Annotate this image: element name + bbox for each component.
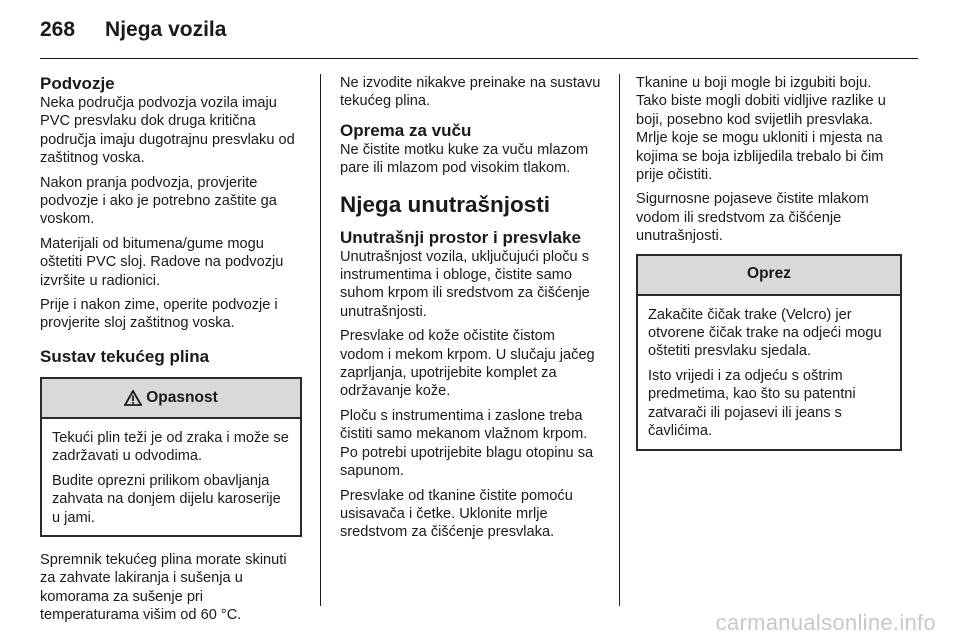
caution-box (636, 254, 902, 451)
paragraph: Unutrašnjost vozila, uključujući ploču s instrumentima i obloge, čistite samo suhom krpom ili sredstvom za čišćenje unutrašnjosti. (340, 248, 590, 320)
danger-box-header (42, 379, 300, 419)
chapter-heading-unutrasnjost: Njega unutrašnjosti (340, 191, 551, 217)
paragraph: Nakon pranja podvozja, provjerite podvozje i ako je potrebno zaštite ga voskom. (40, 174, 277, 228)
caution-box-header (638, 256, 900, 296)
paragraph: Isto vrijedi i za odjeću s oštrim predmetima, kao što su patentni zatvarači ili pojasevi ili jeans s čavlićima. (648, 367, 856, 440)
chapter-title: Njega vozila (105, 18, 227, 41)
paragraph: Ne čistite motku kuke za vuču mlazom pare ili mlazom pod visokim tlakom. (340, 141, 589, 177)
page-header (40, 18, 226, 52)
watermark: carmanualsonline.info (715, 610, 936, 635)
page-number: 268 (40, 18, 76, 41)
caution-box-body (638, 296, 900, 449)
paragraph: Prije i nakon zime, operite podvozje i provjerite sloj zaštitnog voska. (40, 297, 278, 332)
paragraph: Neka područja podvozja vozila imaju PVC presvlaku dok druga kritična područja imaju dugotrajnu presvlaku od zaštitnog voska. (40, 95, 295, 167)
paragraph: Materijali od bitumena/gume mogu oštetiti PVC sloj. Radove na podvozju izvršite u radionici. (40, 235, 284, 289)
header-divider (40, 58, 918, 59)
danger-box (40, 377, 302, 537)
paragraph: Sigurnosne pojaseve čistite mlakom vodom ili sredstvom za čišćenje unutrašnjosti. (636, 191, 869, 245)
paragraph: Spremnik tekućeg plina morate skinuti za zahvate lakiranja i sušenja u komorama za sušenje pri temperaturama višim od 60 °C. (40, 551, 287, 624)
danger-label: Opasnost (146, 388, 218, 406)
column-left (40, 74, 302, 631)
section-heading-presvlake: Unutrašnji prostor i presvlake (340, 227, 581, 247)
column-divider-2 (619, 74, 620, 606)
warning-triangle-icon (124, 390, 142, 406)
paragraph: Budite oprezni prilikom obavljanja zahvata na donjem dijelu karoserije u jami. (52, 472, 281, 526)
paragraph: Ploču s instrumentima i zaslone treba čistiti samo mekanom vlažnom krpom. Po potrebi upotrijebite blagu otopinu sa sapunom. (340, 407, 594, 480)
paragraph: Presvlake od kože očistite čistom vodom i mekom krpom. U slučaju jačeg zaprljanja, upotrijebite komplet za održavanje kože. (340, 328, 595, 400)
section-heading-plin: Sustav tekućeg plina (40, 346, 210, 366)
paragraph: Ne izvodite nikakve preinake na sustavu tekućeg plina. (340, 75, 601, 110)
caution-label: Oprez (747, 265, 791, 283)
paragraph: Presvlake od tkanine čistite pomoću usisavača i četke. Uklonite mrlje sredstvom za čišćenje presvlaka. (340, 487, 573, 541)
column-divider-1 (320, 74, 321, 606)
danger-box-body (42, 419, 300, 535)
paragraph: Tekući plin teži je od zraka i može se zadržavati u odvodima. (52, 429, 289, 465)
column-right (636, 74, 902, 465)
paragraph: Tkanine u boji mogle bi izgubiti boju. Tako biste mogli dobiti vidljive razlike u boji, posebno kod svijetlih presvlaka. Mrlje koje se mogu ukloniti i mjesta na kojima se boja izblijedila trebalo bi čim prije očistiti. (636, 75, 886, 184)
section-heading-podvozje: Podvozje (40, 74, 115, 93)
section-heading-vuca: Oprema za vuču (340, 120, 472, 140)
paragraph: Zakačite čičak trake (Velcro) jer otvorene čičak trake na odjeći mogu oštetiti presvlaku sjedala. (648, 306, 882, 360)
column-middle (340, 74, 602, 548)
